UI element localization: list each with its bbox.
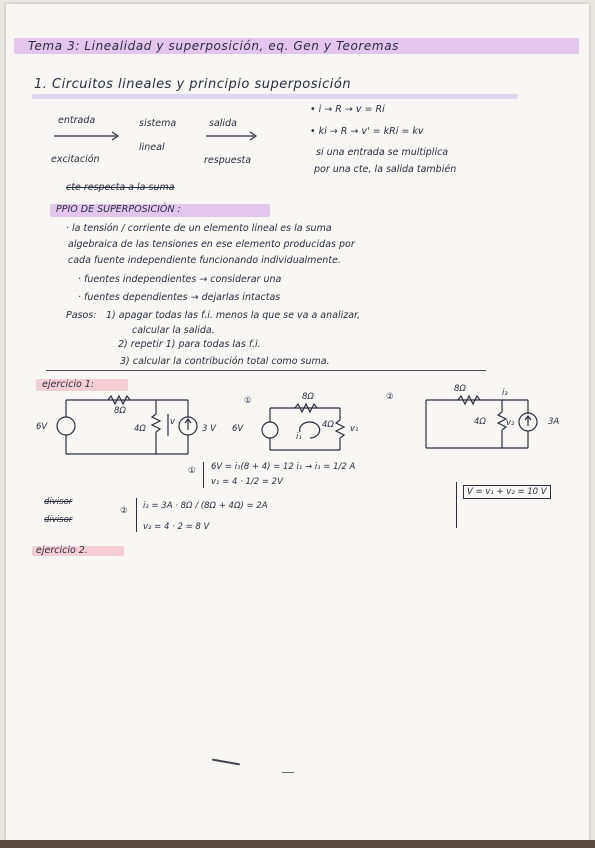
ppio-text-3: cada fuente independiente funcionando individualmente.	[68, 255, 341, 266]
paso-2: 2) repetir 1) para todas las f.i.	[118, 339, 261, 350]
ppio-item-1: · fuentes independientes → considerar una	[78, 274, 282, 285]
system-output-label: salida	[209, 118, 237, 129]
c2-r-top: 8Ω	[454, 384, 466, 394]
system-input-label: entrada	[58, 115, 96, 126]
result-box: V = v₁ + v₂ = 10 V	[463, 485, 551, 499]
ej2-label: ejercicio 2.	[36, 545, 88, 556]
pen-mark	[212, 759, 240, 766]
eq2-scribble: divisor	[44, 497, 73, 507]
main-v-label: v	[170, 417, 176, 427]
ppio-item-2: · fuentes dependientes → dejarlas intactas	[78, 292, 281, 303]
struck-line: cte respecta a la suma	[66, 182, 175, 193]
paso-1-cont: calcular la salida.	[132, 325, 215, 336]
c1-r-mid: 4Ω	[322, 420, 334, 430]
c2-v: v₂	[506, 418, 515, 428]
page-title: Tema 3: Linealidad y superposición, eq. Gen y Teoremas	[28, 39, 400, 53]
bullet-right-4: por una cte, la salida también	[314, 164, 457, 175]
c2-num: ②	[386, 392, 394, 402]
ej1-label: ejercicio 1:	[42, 379, 95, 390]
eq1-brace	[203, 462, 208, 488]
main-source-i: 3 V	[202, 424, 216, 434]
section-heading: 1. Circuitos lineales y principio superposición	[34, 77, 352, 92]
bullet-right-1: • i → R → v = Ri	[310, 104, 385, 115]
c2-current: i₃	[502, 388, 508, 398]
eq1-line1: 6V = i₁(8 + 4) = 12 i₁ → i₁ = 1/2 A	[211, 462, 356, 472]
c1-r-top: 8Ω	[302, 392, 314, 402]
pasos-divider	[46, 370, 486, 371]
eq2-line1: i₃ = 3A · 8Ω / (8Ω + 4Ω) = 2A	[143, 501, 268, 511]
eq2-brace	[136, 498, 141, 532]
main-r-top: 8Ω	[114, 406, 126, 416]
c1-source: 6V	[232, 424, 244, 434]
circuit-2	[418, 394, 558, 456]
system-block-label: sistema	[139, 118, 177, 129]
circuit-1	[250, 402, 360, 462]
eq2-num: ②	[120, 506, 128, 516]
c2-r-mid: 4Ω	[474, 417, 486, 427]
paso-3: 3) calcular la contribución total como suma.	[120, 356, 330, 367]
eq1-line2: v₁ = 4 · 1/2 = 2V	[211, 477, 283, 487]
notebook-page	[6, 4, 589, 840]
c2-source: 3A	[548, 417, 560, 427]
main-r-mid: 4Ω	[134, 424, 146, 434]
c1-num: ①	[244, 396, 252, 406]
ppio-text-2: algebraica de las tensiones en ese elemento producidas por	[68, 239, 355, 250]
pen-mark-2	[282, 772, 294, 773]
bullet-right-3: si una entrada se multiplica	[316, 147, 449, 158]
eq2-scribble-2: divisor	[44, 515, 73, 525]
result-bracket	[456, 482, 461, 528]
system-response-label: respuesta	[204, 155, 252, 166]
section-highlight	[32, 94, 518, 99]
c1-current: i₁	[296, 432, 302, 442]
c1-v: v₁	[350, 424, 359, 434]
ppio-heading: PPIO DE SUPERPOSICIÓN :	[56, 204, 181, 215]
main-source-v: 6V	[36, 422, 48, 432]
ppio-text-1: · la tensión / corriente de un elemento lineal es la suma	[66, 223, 332, 234]
paso-1: 1) apagar todas las f.i. menos la que se va a analizar,	[106, 310, 361, 321]
system-excitation-label: excitación	[51, 154, 100, 165]
bullet-right-2: • ki → R → v' = kRi = kv	[310, 126, 424, 137]
system-linear-label: lineal	[139, 142, 165, 153]
eq1-num: ①	[188, 466, 196, 476]
eq2-line2: v₂ = 4 · 2 = 8 V	[143, 522, 210, 532]
background-edge	[0, 840, 595, 848]
system-arrows	[46, 124, 266, 144]
pasos-label: Pasos:	[66, 310, 97, 321]
